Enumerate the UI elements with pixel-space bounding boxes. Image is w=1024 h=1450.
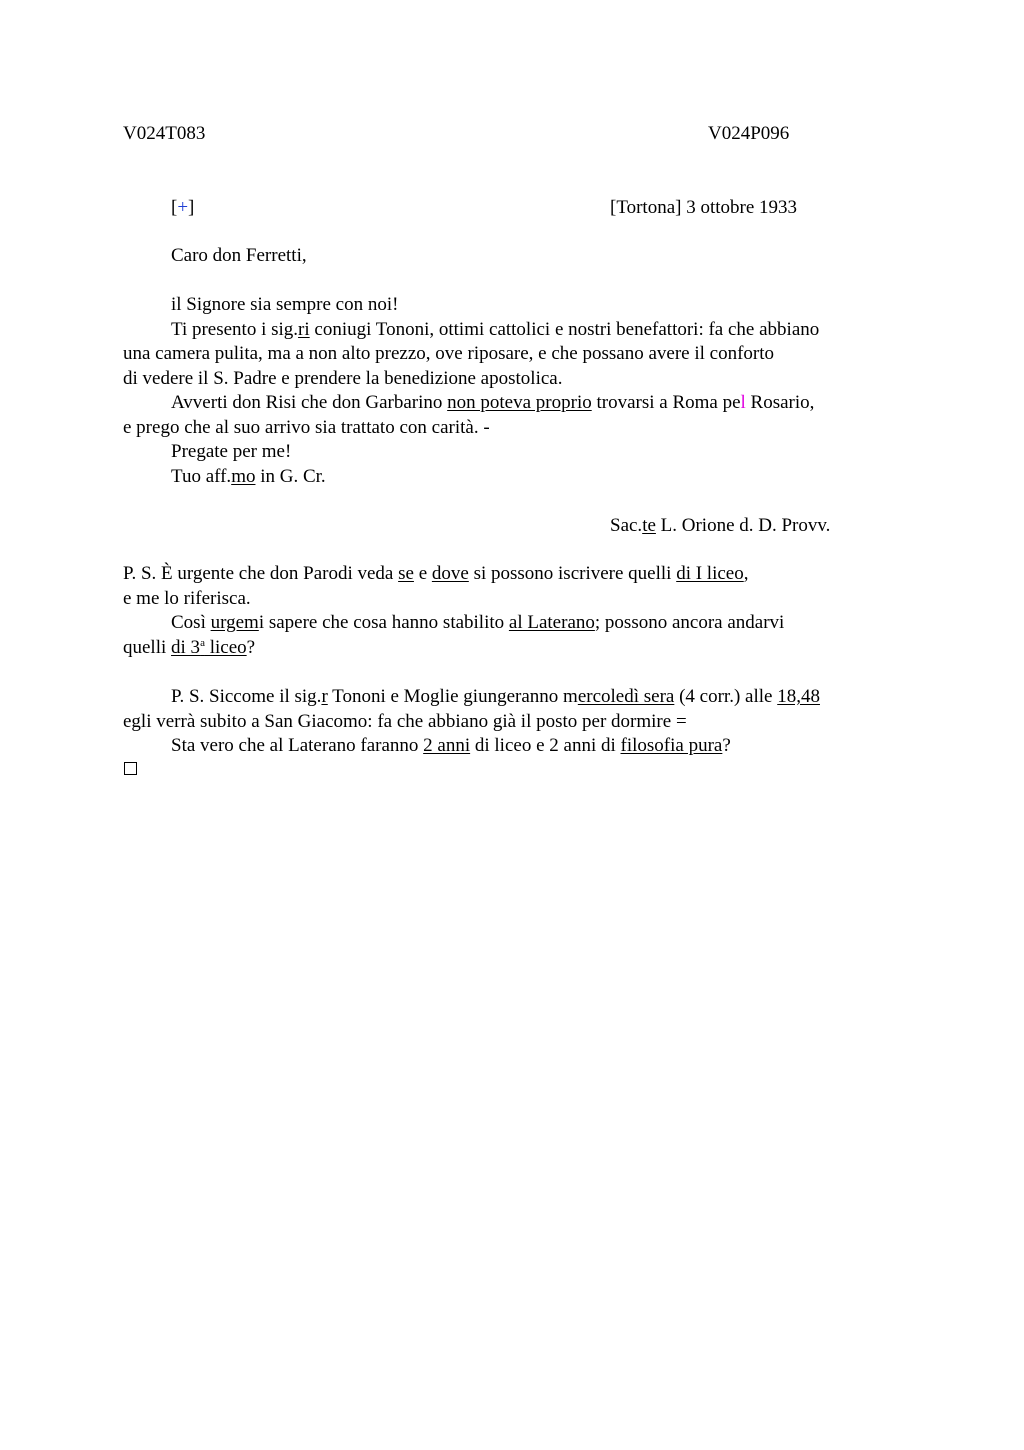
- salutation: Caro don Ferretti,: [171, 245, 307, 266]
- paragraph-1-line-2: una camera pulita, ma a non alto prezzo, ove riposare, e che possano avere il conforto: [123, 343, 775, 364]
- ps2-line-3: Sta vero che al Laterano faranno 2 anni di liceo e 2 anni di filosofia pura?: [171, 735, 731, 756]
- place-date: [Tortona] 3 ottobre 1933: [610, 197, 798, 218]
- end-box-icon: [124, 762, 137, 775]
- document-code-left: V024T083: [123, 123, 206, 144]
- paragraph-2-line-1: Avverti don Risi che don Garbarino non poteva proprio trovarsi a Roma pel Rosario,: [171, 392, 815, 413]
- ps1-line-2: e me lo riferisca.: [123, 587, 251, 609]
- ps2-line-1: P. S. Siccome il sig.r Tononi e Moglie giungeranno mercoledì sera (4 corr.) alle 18,48: [171, 686, 820, 707]
- ps1-line-1: P. S. È urgente che don Parodi veda se e dove si possono iscrivere quelli di I liceo,: [123, 563, 749, 584]
- ps2-line-2: egli verrà subito a San Giacomo: fa che abbiano già il posto per dormire =: [123, 710, 687, 732]
- paragraph-1-line-1: Ti presento i sig.ri coniugi Tononi, ottimi cattolici e nostri benefattori: fa che abbiano: [171, 318, 820, 340]
- paragraph-2-line-2: e prego che al suo arrivo sia trattato con carità. -: [123, 416, 490, 438]
- postscript-2: [123, 685, 913, 759]
- closing: Tuo aff.mo in G. Cr.: [171, 465, 326, 487]
- signature: Sac.te L. Orione d. D. Provv.: [610, 515, 831, 536]
- cross-mark: [171, 196, 194, 220]
- cross-icon: +: [177, 197, 189, 218]
- paragraph-1-line-3: di vedere il S. Padre e prendere la benedizione apostolica.: [123, 367, 563, 389]
- bracket-close: ]: [188, 197, 195, 218]
- ps1-line-3: Così urgemi sapere che cosa hanno stabilito al Laterano; possono ancora andarvi: [171, 612, 785, 633]
- postscript-1: [123, 562, 913, 660]
- prayer-request: Pregate per me!: [171, 441, 292, 462]
- greeting: il Signore sia sempre con noi!: [171, 294, 399, 315]
- bracket-open: [: [171, 197, 178, 218]
- document-code-right: V024P096: [708, 123, 790, 144]
- letter-body: [123, 293, 913, 489]
- ps1-line-4: quelli di 3$^a$ liceo?: [123, 636, 256, 658]
